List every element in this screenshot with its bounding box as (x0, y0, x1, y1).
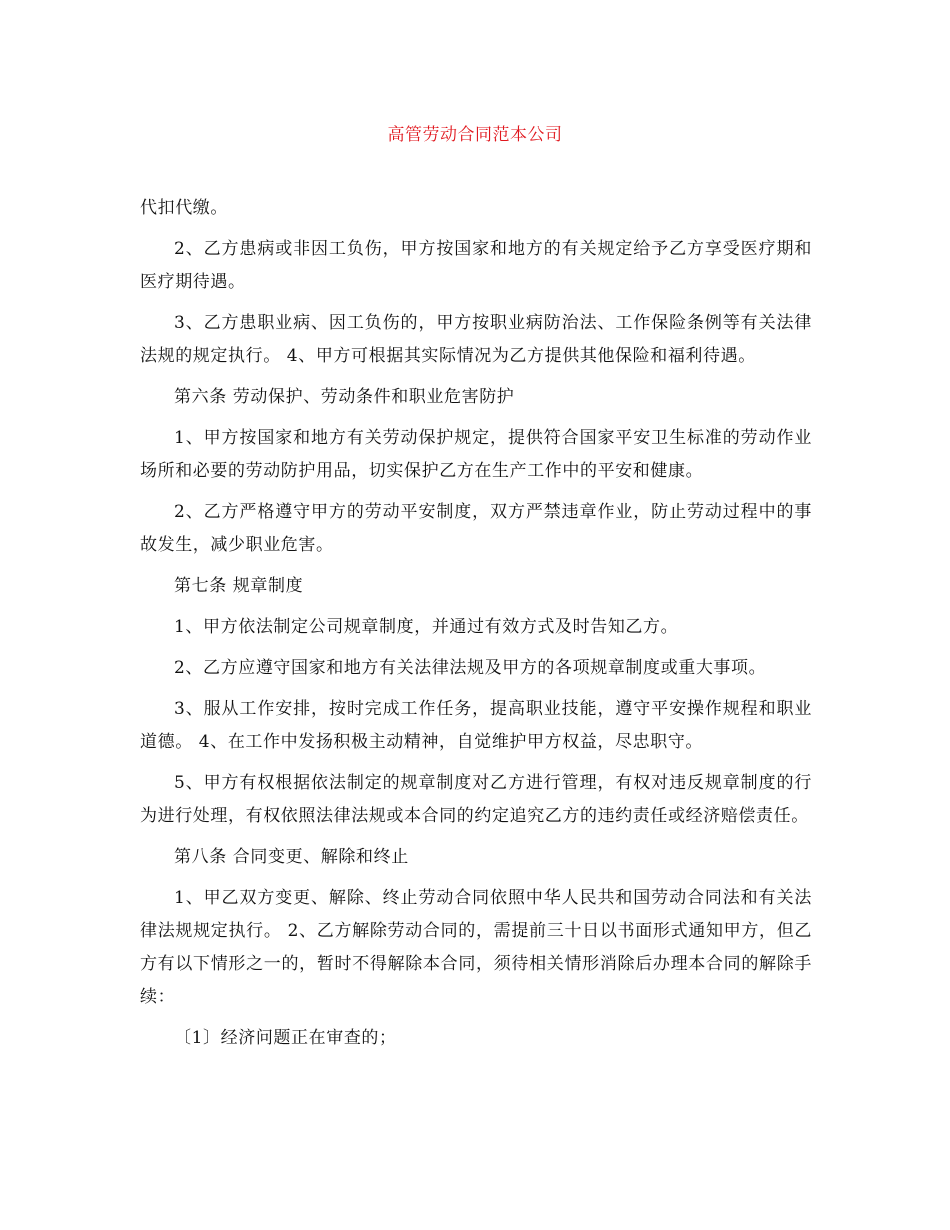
paragraph-safety-rules: 2、乙方严格遵守甲方的劳动平安制度，双方严禁违章作业，防止劳动过程中的事故发生，减少职业危害。 (140, 502, 812, 555)
paragraph-labor-protection: 1、甲方按国家和地方有关劳动保护规定，提供符合国家平安卫生标准的劳动作业场所和必要的劳动防护用品，切实保护乙方在生产工作中的平安和健康。 (140, 428, 812, 481)
paragraph-work-arrangement: 3、服从工作安排，按时完成工作任务，提高职业技能，遵守平安操作规程和职业道德。 4、在工作中发扬积极主动精神，自觉维护甲方权益，尽忠职守。 (140, 699, 812, 752)
paragraph-contract-termination: 1、甲乙双方变更、解除、终止劳动合同依照中华人民共和国劳动合同法和有关法律法规规定执行。 2、乙方解除劳动合同的，需提前三十日以书面形式通知甲方，但乙方有以下情形之一的，暂时不得解除本合同，须待相关情形消除后办理本合同的解除手续： (140, 888, 812, 1007)
paragraph-occupational-disease: 3、乙方患职业病、因工负伤的，甲方按职业病防治法、工作保险条例等有关法律法规的规定执行。 4、甲方可根据其实际情况为乙方提供其他保险和福利待遇。 (140, 313, 812, 366)
article-six-heading: 第六条 劳动保护、劳动条件和职业危害防护 (174, 387, 515, 407)
article-eight-heading: 第八条 合同变更、解除和终止 (174, 847, 409, 867)
paragraph-medical-leave: 2、乙方患病或非因工负伤，甲方按国家和地方的有关规定给予乙方享受医疗期和医疗期待遇。 (140, 239, 812, 292)
paragraph-continuation: 代扣代缴。 (140, 198, 228, 218)
document-body (140, 192, 812, 1063)
paragraph-company-rules: 1、甲方依法制定公司规章制度，并通过有效方式及时告知乙方。 (174, 617, 679, 637)
paragraph-management-rights: 5、甲方有权根据依法制定的规章制度对乙方进行管理，有权对违反规章制度的行为进行处理，有权依照法律法规或本合同的约定追究乙方的违约责任或经济赔偿责任。 (140, 773, 812, 826)
document-title: 高管劳动合同范本公司 (387, 125, 563, 145)
list-item-economic-review: 〔1〕经济问题正在审查的； (174, 1028, 397, 1048)
paragraph-obey-rules: 2、乙方应遵守国家和地方有关法律法规及甲方的各项规章制度或重大事项。 (174, 658, 767, 678)
article-seven-heading: 第七条 规章制度 (174, 576, 304, 596)
